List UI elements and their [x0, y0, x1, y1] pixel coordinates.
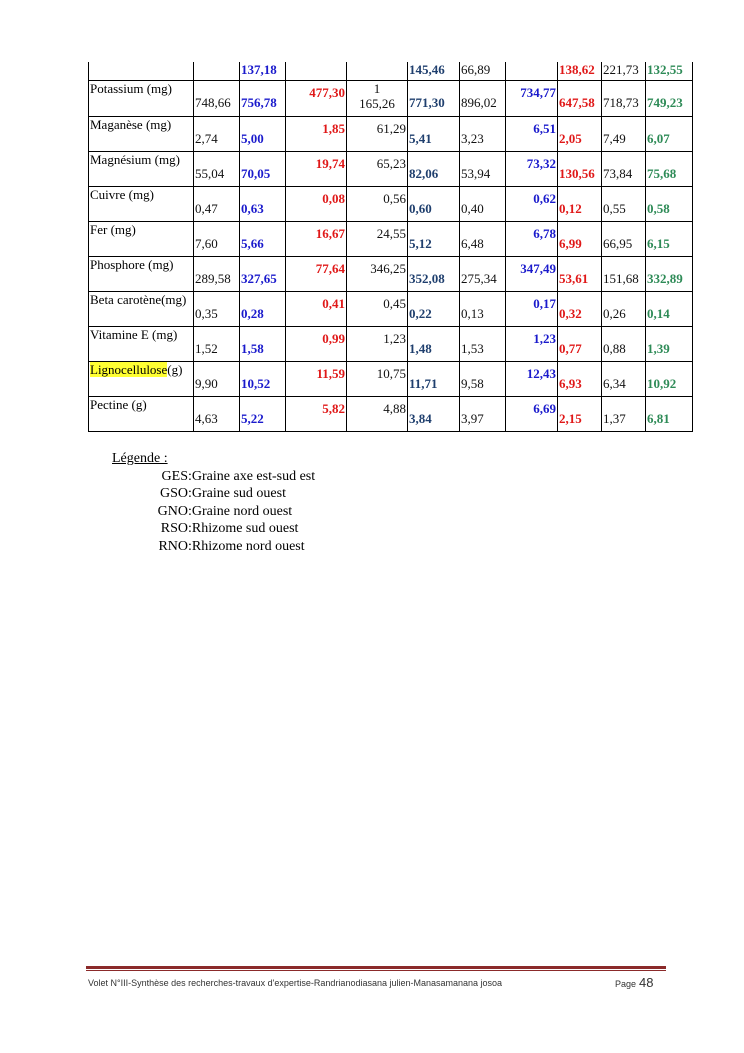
table-cell — [558, 186, 602, 221]
table-cell — [347, 186, 408, 221]
cell-value: 0,58 — [647, 200, 670, 216]
table-cell — [286, 186, 347, 221]
cell-value: 6,07 — [647, 130, 670, 146]
cell-value: 5,82 — [322, 400, 345, 416]
cell-value: 0,08 — [322, 190, 345, 206]
footer-rule — [86, 966, 666, 969]
table-cell — [506, 62, 558, 80]
table-cell — [408, 396, 460, 431]
table-cell — [558, 80, 602, 116]
table-row — [89, 256, 693, 291]
nutrient-table — [88, 62, 693, 432]
table-cell — [408, 326, 460, 361]
cell-value: 70,05 — [241, 165, 271, 181]
table-cell — [286, 116, 347, 151]
table-cell — [602, 256, 646, 291]
cell-value: 346,25 — [370, 260, 406, 276]
table-row — [89, 221, 693, 256]
table-cell — [558, 326, 602, 361]
table-cell — [347, 116, 408, 151]
table-cell — [602, 116, 646, 151]
table-cell — [646, 186, 693, 221]
table-cell — [646, 291, 693, 326]
legend — [112, 450, 315, 555]
table-cell — [286, 221, 347, 256]
cell-value: 1,23 — [533, 330, 556, 346]
highlighted-text: Lignocellulose — [90, 361, 168, 377]
table-cell — [240, 291, 286, 326]
table-cell — [602, 326, 646, 361]
table-cell — [347, 361, 408, 396]
table-cell — [646, 116, 693, 151]
table-cell — [408, 221, 460, 256]
table-cell — [460, 221, 506, 256]
row-label: Vitamine E (mg) — [89, 326, 194, 361]
table-cell — [286, 256, 347, 291]
cell-value: 1,39 — [647, 340, 670, 356]
cell-value: 0,77 — [559, 340, 582, 356]
table-cell — [240, 151, 286, 186]
table-cell — [506, 256, 558, 291]
table-cell — [602, 221, 646, 256]
cell-value: 289,58 — [195, 270, 231, 286]
row-label: Beta carotène(mg) — [89, 291, 194, 326]
cell-value: 0,55 — [603, 200, 626, 216]
cell-value: 0,40 — [461, 200, 484, 216]
cell-value: 0,45 — [383, 295, 406, 311]
legend-description: :Rhizome nord ouest — [188, 538, 305, 554]
cell-value: 327,65 — [241, 270, 277, 286]
cell-value: 734,77 — [520, 84, 556, 100]
table-row — [89, 291, 693, 326]
row-label: Phosphore (mg) — [89, 256, 194, 291]
table-cell — [347, 396, 408, 431]
table-cell — [460, 291, 506, 326]
cell-value: 0,17 — [533, 295, 556, 311]
table-cell — [460, 361, 506, 396]
cell-value: 11,71 — [409, 375, 438, 391]
cell-value: 6,78 — [533, 225, 556, 241]
row-label: Magnésium (mg) — [89, 151, 194, 186]
cell-value: 130,56 — [559, 165, 595, 181]
table-cell — [558, 361, 602, 396]
table-cell — [194, 361, 240, 396]
cell-value: 0,14 — [647, 305, 670, 321]
cell-value: 77,64 — [315, 260, 345, 276]
cell-value: 477,30 — [309, 84, 345, 100]
table-row — [89, 80, 693, 116]
table-cell — [194, 221, 240, 256]
table-cell — [347, 151, 408, 186]
table-cell — [506, 221, 558, 256]
legend-code: GSO — [159, 486, 188, 501]
cell-value: 718,73 — [603, 94, 639, 110]
table-cell — [194, 291, 240, 326]
cell-value: 4,63 — [195, 410, 218, 426]
table-cell — [286, 326, 347, 361]
cell-value: 1,23 — [383, 330, 406, 346]
table-cell — [194, 396, 240, 431]
table-cell — [408, 361, 460, 396]
cell-value: 55,04 — [195, 165, 225, 181]
cell-value: 2,74 — [195, 130, 218, 146]
cell-value: 771,30 — [409, 94, 445, 110]
table-cell — [460, 80, 506, 116]
cell-value: 0,28 — [241, 305, 264, 321]
legend-description: :Graine sud ouest — [188, 486, 286, 501]
cell-value: 756,78 — [241, 94, 277, 110]
cell-value: 6,93 — [559, 375, 582, 391]
table-cell — [506, 80, 558, 116]
table-cell — [286, 361, 347, 396]
table-cell — [602, 291, 646, 326]
cell-value: 0,60 — [409, 200, 432, 216]
table-cell — [602, 80, 646, 116]
cell-value: 53,61 — [559, 270, 589, 286]
table-cell — [602, 186, 646, 221]
cell-value: 5,66 — [241, 235, 264, 251]
table-cell — [506, 116, 558, 151]
table-cell — [408, 256, 460, 291]
cell-value: 347,49 — [520, 260, 556, 276]
table-row — [89, 186, 693, 221]
legend-description: :Graine nord ouest — [188, 503, 293, 519]
table-cell — [240, 221, 286, 256]
table-cell — [460, 116, 506, 151]
cell-value: 4,88 — [383, 400, 406, 416]
legend-description: :Rhizome sud ouest — [188, 521, 299, 536]
page-number — [615, 975, 654, 990]
cell-value: 65,23 — [376, 155, 406, 171]
cell-value: 0,13 — [461, 305, 484, 321]
cell-value: 16,67 — [315, 225, 345, 241]
table-cell — [506, 291, 558, 326]
table-cell — [602, 361, 646, 396]
table-cell: 221,73 — [602, 62, 646, 80]
table-cell — [460, 326, 506, 361]
label-suffix: (g) — [167, 361, 183, 377]
table-cell — [240, 116, 286, 151]
table-cell — [558, 291, 602, 326]
cell-value: 75,68 — [647, 165, 677, 181]
legend-title: Légende : — [112, 451, 168, 466]
table-cell — [347, 80, 408, 116]
page-label: Page — [615, 979, 637, 989]
table-row — [89, 151, 693, 186]
table-cell — [646, 80, 693, 116]
legend-code: RNO — [158, 538, 188, 554]
cell-value: 1,53 — [461, 340, 484, 356]
table-cell — [558, 221, 602, 256]
table-cell — [506, 186, 558, 221]
cell-value: 5,00 — [241, 130, 264, 146]
cell-value: 0,99 — [322, 330, 345, 346]
cell-value: 82,06 — [409, 165, 439, 181]
cell-value: 5,41 — [409, 130, 432, 146]
cell-value: 275,34 — [461, 270, 497, 286]
legend-item — [112, 520, 315, 538]
table-cell — [646, 221, 693, 256]
cell-value: 749,23 — [647, 94, 683, 110]
table-cell — [558, 396, 602, 431]
cell-value: 0,47 — [195, 200, 218, 216]
cell-value: 3,23 — [461, 130, 484, 146]
cell-value: 10,52 — [241, 375, 271, 391]
cell-value: 7,60 — [195, 235, 218, 251]
footer-text: Volet N°III-Synthèse des recherches-travaux d'expertise-Randrianodiasana julien-Manasamanana josoa — [88, 978, 503, 988]
cell-value: 73,32 — [526, 155, 556, 171]
row-label: Fer (mg) — [89, 221, 194, 256]
table-cell — [602, 396, 646, 431]
cell-value: 6,15 — [647, 235, 670, 251]
table-cell — [240, 326, 286, 361]
table-cell — [240, 186, 286, 221]
cell-value: 1,37 — [603, 410, 626, 426]
cell-value: 53,94 — [461, 165, 491, 181]
table-cell — [194, 62, 240, 80]
cell-value: 10,75 — [376, 365, 406, 381]
cell-value: 748,66 — [195, 94, 231, 110]
cell-value: 0,63 — [241, 200, 264, 216]
cell-value: 0,88 — [603, 340, 626, 356]
cell-value: 12,43 — [526, 365, 556, 381]
table-cell — [646, 326, 693, 361]
cell-value: 352,08 — [409, 270, 445, 286]
cell-value: 9,90 — [195, 375, 218, 391]
table-cell — [408, 291, 460, 326]
table-cell: 137,18 — [240, 62, 286, 80]
cell-value: 6,81 — [647, 410, 670, 426]
table-cell — [240, 396, 286, 431]
cell-value: 61,29 — [376, 120, 406, 136]
cell-value: 0,62 — [533, 190, 556, 206]
table-cell — [646, 256, 693, 291]
table-row — [89, 326, 693, 361]
table-cell — [286, 291, 347, 326]
cell-value: 0,22 — [409, 305, 432, 321]
table-cell — [347, 62, 408, 80]
cell-value: 2,15 — [559, 410, 582, 426]
table-cell — [602, 151, 646, 186]
cell-value: 24,55 — [376, 225, 406, 241]
legend-item — [112, 468, 315, 486]
table-cell — [286, 151, 347, 186]
row-label: Cuivre (mg) — [89, 186, 194, 221]
table-cell — [194, 80, 240, 116]
table-cell — [194, 116, 240, 151]
cell-value: 332,89 — [647, 270, 683, 286]
table-cell — [240, 361, 286, 396]
legend-item — [112, 503, 315, 521]
table-cell — [506, 326, 558, 361]
table-cell — [408, 151, 460, 186]
table-cell — [89, 62, 194, 80]
table-cell — [194, 326, 240, 361]
table-cell — [506, 396, 558, 431]
table-cell — [408, 80, 460, 116]
table-row — [89, 116, 693, 151]
row-label — [89, 361, 194, 396]
table-cell: 132,55 — [646, 62, 693, 80]
table-cell — [460, 256, 506, 291]
legend-code: RSO — [160, 521, 188, 536]
table-cell — [558, 116, 602, 151]
row-label: Maganèse (mg) — [89, 116, 194, 151]
cell-value: 19,74 — [315, 155, 345, 171]
cell-value: 5,22 — [241, 410, 264, 426]
table-cell — [460, 396, 506, 431]
cell-value: 3,84 — [409, 410, 432, 426]
cell-value: 3,97 — [461, 410, 484, 426]
cell-value: 10,92 — [647, 375, 677, 391]
cell-value: 6,34 — [603, 375, 626, 391]
table-cell — [194, 186, 240, 221]
table-cell — [646, 361, 693, 396]
cell-value: 0,35 — [195, 305, 218, 321]
cell-value: 2,05 — [559, 130, 582, 146]
cell-value: 896,02 — [461, 94, 497, 110]
cell-value: 7,49 — [603, 130, 626, 146]
table-cell — [646, 396, 693, 431]
legend-description: :Graine axe est-sud est — [188, 468, 316, 484]
table-cell — [460, 151, 506, 186]
footer-rule-thin — [86, 970, 666, 971]
table-cell — [347, 291, 408, 326]
legend-item — [112, 485, 315, 503]
cell-value: 6,99 — [559, 235, 582, 251]
cell-value: 1,85 — [322, 120, 345, 136]
table-cell — [646, 151, 693, 186]
cell-value: 73,84 — [603, 165, 633, 181]
row-label: Pectine (g) — [89, 396, 194, 431]
cell-value: 11,59 — [316, 365, 345, 381]
table-cell: 66,89 — [460, 62, 506, 80]
table-cell: 145,46 — [408, 62, 460, 80]
cell-value: 151,68 — [603, 270, 639, 286]
table-row — [89, 361, 693, 396]
table-cell — [408, 116, 460, 151]
table-cell — [240, 80, 286, 116]
cell-value: 5,12 — [409, 235, 432, 251]
cell-value: 6,48 — [461, 235, 484, 251]
table-cell — [347, 256, 408, 291]
cell-value: 1,58 — [241, 340, 264, 356]
cell-value: 0,41 — [322, 295, 345, 311]
table-cell — [347, 221, 408, 256]
table-cell — [286, 80, 347, 116]
cell-value: 1,52 — [195, 340, 218, 356]
row-label: Potassium (mg) — [89, 80, 194, 116]
cell-value: 0,56 — [383, 190, 406, 206]
page-number-value: 48 — [639, 975, 654, 990]
table-cell — [286, 62, 347, 80]
cell-value: 6,69 — [533, 400, 556, 416]
table-cell — [194, 151, 240, 186]
table-row — [89, 396, 693, 431]
cell-value: 0,32 — [559, 305, 582, 321]
table-cell — [347, 326, 408, 361]
legend-code: GNO — [157, 503, 188, 519]
cell-value: 6,51 — [533, 120, 556, 136]
cell-value: 66,95 — [603, 235, 633, 251]
cell-value: 1 165,26 — [359, 80, 395, 111]
table-cell — [408, 186, 460, 221]
table-cell — [240, 256, 286, 291]
table-cell — [286, 396, 347, 431]
table-cell — [558, 256, 602, 291]
cell-value: 1,48 — [409, 340, 432, 356]
table-cell — [558, 151, 602, 186]
table-cell — [460, 186, 506, 221]
table-cell — [506, 361, 558, 396]
legend-code: GES — [161, 468, 188, 484]
table-cell — [506, 151, 558, 186]
table-row — [89, 62, 693, 80]
legend-item — [112, 538, 315, 556]
cell-value: 647,58 — [559, 94, 595, 110]
cell-value: 9,58 — [461, 375, 484, 391]
table-cell — [194, 256, 240, 291]
table-cell: 138,62 — [558, 62, 602, 80]
cell-value: 0,26 — [603, 305, 626, 321]
cell-value: 0,12 — [559, 200, 582, 216]
